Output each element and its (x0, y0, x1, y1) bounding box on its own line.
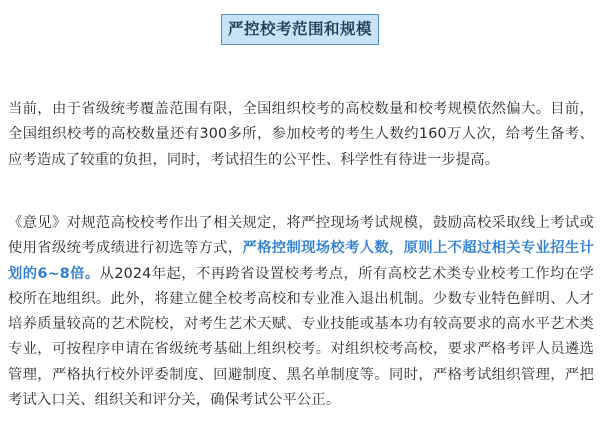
highlighted-text: 严格控制现场校考人数，原则上不超过相关专业招生计划的6~8倍。 (8, 240, 594, 282)
section-heading: 严控校考范围和规模 (221, 14, 379, 45)
paragraph-text-after-highlight: 从2024年起，不再跨省设置校考考点，所有高校艺术类专业校考工作均在学校所在地组织。此外，将建立健全校考高校和专业准入退出机制。少数专业特色鲜明、人才培养质量较高的艺术院校，对考生艺术天赋、专业技能或基本功有较高要求的高水平艺术类专业，可按程序申请在省级统考基础上组织校考。对组织校考高校，要求严格考评人员遴选管理，严格执行校外评委制度、回避制度、黑名单制度等。同时，严格考试组织管理，严把考试入口关、组织关和评分关，确保考试公平公正。 (8, 265, 594, 409)
paragraph-opinion-regulations (8, 211, 594, 413)
paragraph-text-before-highlight: 《意见》对规范高校校考作出了相关规定，将严控现场考试规模，鼓励高校采取线上考试或使用省级统考成绩进行初选等方式， (8, 215, 594, 257)
section-heading-wrapper (0, 14, 600, 45)
paragraph-current-situation: 当前，由于省级统考覆盖范围有限，全国组织校考的高校数量和校考规模依然偏大。目前，全国组织校考的高校数量还有300多所，参加校考的考生人数约160万人次，给考生备考、应考造成了较重的负担，同时，考试招生的公平性、科学性有待进一步提高。 (8, 101, 594, 168)
